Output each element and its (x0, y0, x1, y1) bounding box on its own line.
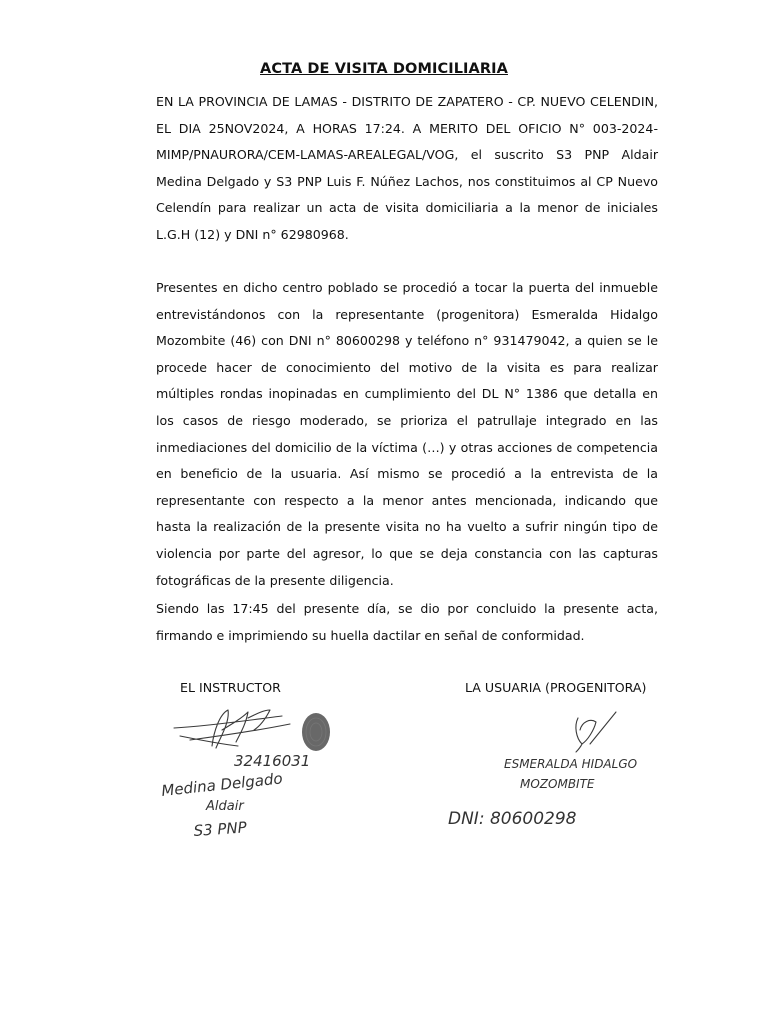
usuaria-label: LA USUARIA (PROGENITORA) (465, 680, 647, 695)
instructor-handwritten-number: 32416031 (234, 752, 311, 770)
usuaria-handwritten-dni: DNI: 80600298 (448, 809, 577, 829)
usuaria-signature (576, 712, 616, 752)
instructor-label: EL INSTRUCTOR (180, 680, 281, 695)
usuaria-handwritten-surname: MOZOMBITE (520, 777, 595, 791)
instructor-handwritten-firstname: Aldair (206, 799, 244, 814)
instructor-handwritten-rank: S3 PNP (193, 818, 248, 840)
paragraph-closing: Siendo las 17:45 del presente día, se dio por concluido la presente acta, firmando e imprimiendo su huella dactilar en señal de conformidad. (156, 601, 658, 643)
fingerprint-mark (302, 713, 330, 751)
instructor-signature (174, 710, 290, 748)
document-title: ACTA DE VISITA DOMICILIARIA (260, 61, 508, 77)
usuaria-handwritten-name: ESMERALDA HIDALGO (504, 757, 638, 771)
paragraph-body: Presentes en dicho centro poblado se procedió a tocar la puerta del inmueble entrevistándonos con la representante (progenitora) Esmeralda Hidalgo Mozombite (46) con DNI n° 80600298 y teléfono n° 931479042, a quien se le procede hacer de conocimiento del motivo de la visita es para realizar múltiples rondas inopinadas en cumplimiento del DL N° 1386 que detalla en los casos de riesgo moderado, se prioriza el patrullaje integrado en las inmediaciones del domicilio de la víctima (…) y otras acciones de competencia en beneficio de la usuaria. Así mismo se procedió a la entrevista de la representante con respecto a la menor antes mencionada, indicando que hasta la realización de la presente visita no ha vuelto a sufrir ningún tipo de violencia por parte del agresor, lo que se deja constancia con las capturas fotográficas de la presente diligencia. (156, 280, 658, 588)
paragraph-intro: EN LA PROVINCIA DE LAMAS - DISTRITO DE ZAPATERO - CP. NUEVO CELENDIN, EL DIA 25NOV2024, A HORAS 17:24. A MERITO DEL OFICIO N° 003-2024-MIMP/PNAURORA/CEM-LAMAS-AREALEGAL/VOG, el suscrito S3 PNP Aldair Medina Delgado y S3 PNP Luis F. Núñez Lachos, nos constituimos al CP Nuevo Celendín para realizar un acta de visita domiciliaria a la menor de iniciales L.G.H (12) y DNI n° 62980968. (156, 94, 658, 242)
signature-area (150, 700, 650, 850)
instructor-handwritten-name: Medina Delgado (160, 769, 284, 800)
